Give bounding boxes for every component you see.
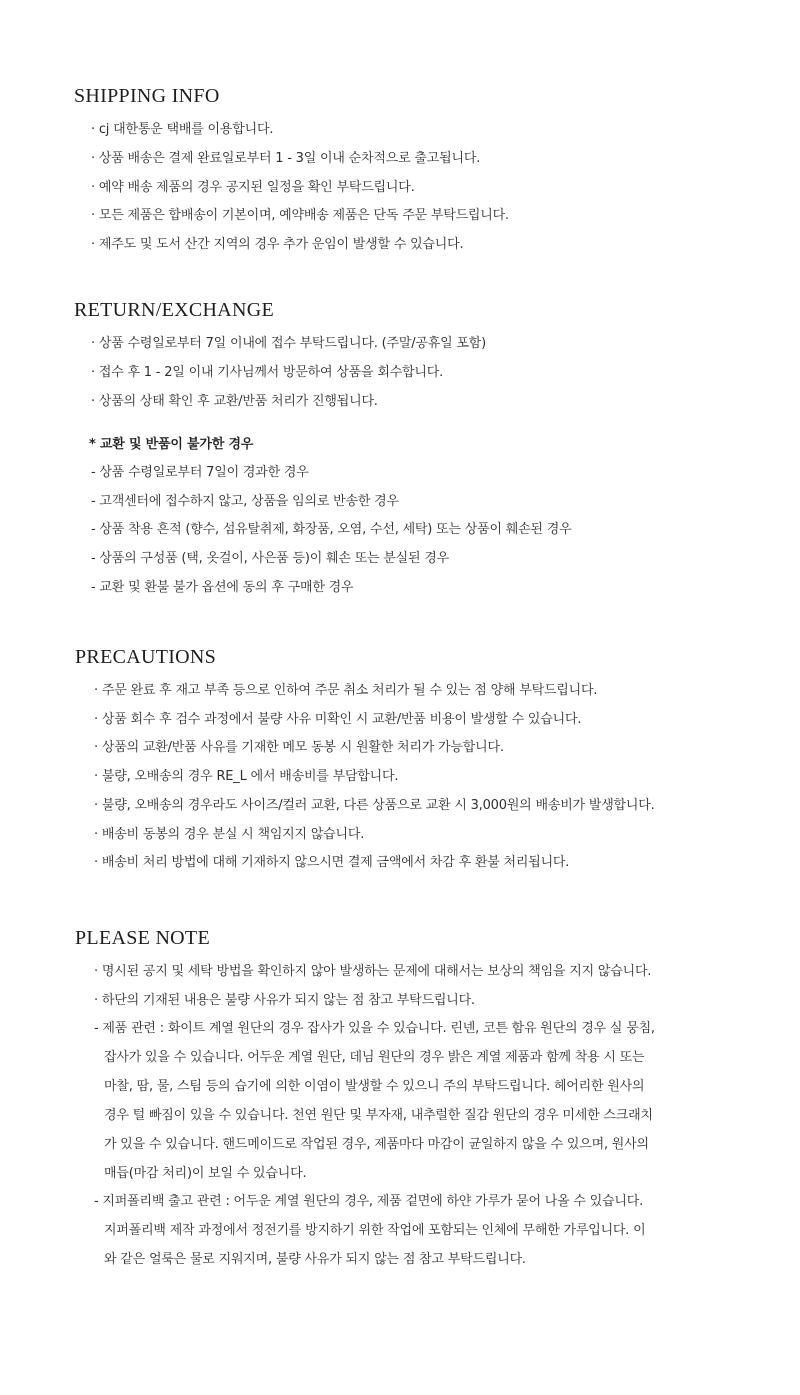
note-item: · 명시된 공지 및 세탁 방법을 확인하지 않아 발생하는 문제에 대해서는 보상의 책임을 지지 않습니다. bbox=[94, 964, 652, 979]
note-item: - 지퍼폴리백 출고 관련 : 어두운 계열 원단의 경우, 제품 겉면에 하얀 가루가 묻어 나올 수 있습니다. bbox=[94, 1194, 644, 1209]
return-item: · 상품의 상태 확인 후 교환/반품 처리가 진행됩니다. bbox=[91, 394, 378, 409]
return-item: · 접수 후 1 - 2일 이내 기사님께서 방문하여 상품을 회수합니다. bbox=[91, 365, 444, 380]
note-item-continuation: 마찰, 땀, 물, 스팀 등의 습기에 의한 이염이 발생할 수 있으니 주의 부탁드립니다. 헤어리한 원사의 bbox=[104, 1079, 645, 1094]
note-item-continuation: 가 있을 수 있습니다. 핸드메이드로 작업된 경우, 제품마다 마감이 균일하지 않을 수 있으며, 원사의 bbox=[104, 1137, 649, 1152]
note-title: PLEASE NOTE bbox=[75, 927, 210, 949]
precaution-item: · 주문 완료 후 재고 부족 등으로 인하여 주문 취소 처리가 될 수 있는 점 양해 부탁드립니다. bbox=[94, 683, 598, 698]
shipping-item: · 제주도 및 도서 산간 지역의 경우 추가 운임이 발생할 수 있습니다. bbox=[91, 237, 464, 252]
precaution-item: · 배송비 처리 방법에 대해 기재하지 않으시면 결제 금액에서 차감 후 환불 처리됩니다. bbox=[94, 855, 570, 870]
return-item: · 상품 수령일로부터 7일 이내에 접수 부탁드립니다. (주말/공휴일 포함) bbox=[91, 336, 486, 351]
note-item-continuation: 잡사가 있을 수 있습니다. 어두운 계열 원단, 데님 원단의 경우 밝은 계열 제품과 함께 착용 시 또는 bbox=[104, 1050, 645, 1065]
shipping-item: · 예약 배송 제품의 경우 공지된 일정을 확인 부탁드립니다. bbox=[91, 180, 415, 195]
precaution-item: · 상품의 교환/반품 사유를 기재한 메모 동봉 시 원활한 처리가 가능합니다. bbox=[94, 740, 504, 755]
precautions-title: PRECAUTIONS bbox=[75, 646, 217, 668]
return-title: RETURN/EXCHANGE bbox=[74, 299, 275, 321]
shipping-item: · 상품 배송은 결제 완료일로부터 1 - 3일 이내 순차적으로 출고됩니다. bbox=[91, 151, 481, 166]
note-item-continuation: 경우 털 빠짐이 있을 수 있습니다. 천연 원단 및 부자재, 내추럴한 질감 원단의 경우 미세한 스크래치 bbox=[104, 1108, 653, 1123]
not-allowed-item: - 고객센터에 접수하지 않고, 상품을 임의로 반송한 경우 bbox=[91, 494, 399, 509]
shipping-title: SHIPPING INFO bbox=[74, 85, 220, 107]
note-item: · 하단의 기재된 내용은 불량 사유가 되지 않는 점 참고 부탁드립니다. bbox=[94, 993, 475, 1008]
not-allowed-item: - 교환 및 환불 불가 옵션에 동의 후 구매한 경우 bbox=[91, 580, 354, 595]
shipping-item: · cj 대한통운 택배를 이용합니다. bbox=[91, 122, 274, 137]
note-item: - 제품 관련 : 화이트 계열 원단의 경우 잡사가 있을 수 있습니다. 린넨, 코튼 함유 원단의 경우 실 뭉침, bbox=[94, 1021, 655, 1036]
note-item-continuation: 와 같은 얼룩은 물로 지워지며, 불량 사유가 되지 않는 점 참고 부탁드립니다. bbox=[104, 1252, 526, 1267]
note-item-continuation: 매듭(마감 처리)이 보일 수 있습니다. bbox=[104, 1166, 307, 1181]
shipping-item: · 모든 제품은 합배송이 기본이며, 예약배송 제품은 단독 주문 부탁드립니다. bbox=[91, 208, 509, 223]
not-allowed-item: - 상품의 구성품 (택, 옷걸이, 사은품 등)이 훼손 또는 분실된 경우 bbox=[91, 551, 450, 566]
not-allowed-item: - 상품 착용 흔적 (향수, 섬유탈취제, 화장품, 오염, 수선, 세탁) 또는 상품이 훼손된 경우 bbox=[91, 522, 572, 537]
not-allowed-heading: * 교환 및 반품이 불가한 경우 bbox=[89, 437, 254, 452]
not-allowed-item: - 상품 수령일로부터 7일이 경과한 경우 bbox=[91, 465, 309, 480]
note-item-continuation: 지퍼폴리백 제작 과정에서 정전기를 방지하기 위한 작업에 포함되는 인체에 무해한 가루입니다. 이 bbox=[104, 1223, 646, 1238]
precaution-item: · 배송비 동봉의 경우 분실 시 책임지지 않습니다. bbox=[94, 827, 365, 842]
precaution-item: · 불량, 오배송의 경우라도 사이즈/컬러 교환, 다른 상품으로 교환 시 3,000원의 배송비가 발생합니다. bbox=[94, 798, 655, 813]
precaution-item: · 상품 회수 후 검수 과정에서 불량 사유 미확인 시 교환/반품 비용이 발생할 수 있습니다. bbox=[94, 712, 582, 727]
precaution-item: · 불량, 오배송의 경우 RE_L 에서 배송비를 부담합니다. bbox=[94, 769, 399, 784]
